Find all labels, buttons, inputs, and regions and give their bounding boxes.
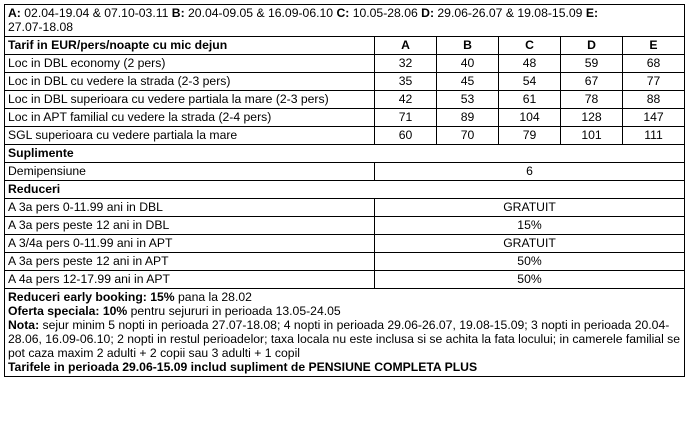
supplements-header-row	[5, 145, 685, 163]
price-cell: 40	[437, 55, 499, 73]
discounts-header-row	[5, 181, 685, 199]
price-cell: 70	[437, 127, 499, 145]
periods-row	[5, 5, 685, 37]
price-cell: 45	[437, 73, 499, 91]
room-label: Loc in DBL superioara cu vedere partiala la mare (2-3 pers)	[5, 91, 375, 109]
discount-value: 15%	[375, 217, 685, 235]
pricing-table	[4, 4, 685, 377]
table-row	[5, 91, 685, 109]
period-key-e: E:	[585, 6, 598, 20]
early-booking-note: Reduceri early booking: 15% pana la 28.02	[8, 290, 252, 304]
table-row	[5, 163, 685, 181]
notes-row	[5, 289, 685, 377]
discount-label: A 3a pers peste 12 ani in DBL	[5, 217, 375, 235]
price-cell: 79	[499, 127, 561, 145]
price-cell: 54	[499, 73, 561, 91]
period-c-dates: 10.05-28.06	[349, 6, 422, 20]
price-cell: 42	[375, 91, 437, 109]
table-row	[5, 127, 685, 145]
column-header-c: C	[499, 37, 561, 55]
discount-label: A 4a pers 12-17.99 ani in APT	[5, 271, 375, 289]
period-key-c: C:	[336, 6, 350, 20]
column-header-d: D	[561, 37, 623, 55]
price-cell: 128	[561, 109, 623, 127]
period-key-a: A:	[8, 6, 21, 20]
price-cell: 59	[561, 55, 623, 73]
special-offer-note: Oferta speciala: 10% pentru sejururi in perioada 13.05-24.05	[8, 304, 341, 318]
period-e-dates: 27.07-18.08	[8, 20, 74, 34]
price-cell: 104	[499, 109, 561, 127]
table-row	[5, 109, 685, 127]
discount-label: A 3/4a pers 0-11.99 ani in APT	[5, 235, 375, 253]
period-a-dates: 02.04-19.04 & 07.10-03.11	[20, 6, 172, 20]
table-row	[5, 235, 685, 253]
room-label: Loc in DBL cu vedere la strada (2-3 pers)	[5, 73, 375, 91]
price-cell: 111	[623, 127, 685, 145]
period-key-d: D:	[421, 6, 435, 20]
supplements-header: Suplimente	[5, 145, 685, 163]
discounts-header: Reduceri	[5, 181, 685, 199]
supplement-label: Demipensiune	[5, 163, 375, 181]
room-label: Loc in DBL economy (2 pers)	[5, 55, 375, 73]
discount-value: 50%	[375, 253, 685, 271]
table-row	[5, 73, 685, 91]
period-key-b: B:	[171, 6, 185, 20]
discount-value: 50%	[375, 271, 685, 289]
period-b-dates: 20.04-09.05 & 16.09-06.10	[184, 6, 337, 20]
table-row	[5, 253, 685, 271]
price-cell: 35	[375, 73, 437, 91]
discount-value: GRATUIT	[375, 235, 685, 253]
price-cell: 61	[499, 91, 561, 109]
pricing-sheet	[4, 4, 685, 377]
price-cell: 67	[561, 73, 623, 91]
full-board-note: Tarifele in perioada 29.06-15.09 includ supliment de PENSIUNE COMPLETA PLUS	[8, 360, 478, 374]
room-label: Loc in APT familial cu vedere la strada (2-4 pers)	[5, 109, 375, 127]
periods-cell	[5, 5, 685, 37]
room-label: SGL superioara cu vedere partiala la mare	[5, 127, 375, 145]
discount-label: A 3a pers peste 12 ani in APT	[5, 253, 375, 271]
table-row	[5, 271, 685, 289]
price-cell: 78	[561, 91, 623, 109]
price-cell: 60	[375, 127, 437, 145]
discount-label: A 3a pers 0-11.99 ani in DBL	[5, 199, 375, 217]
price-cell: 89	[437, 109, 499, 127]
column-header-a: A	[375, 37, 437, 55]
column-header-e: E	[623, 37, 685, 55]
tariff-header: Tarif in EUR/pers/noapte cu mic dejun	[5, 37, 375, 55]
price-cell: 101	[561, 127, 623, 145]
table-row	[5, 199, 685, 217]
notes-cell	[5, 289, 685, 377]
period-d-dates: 29.06-26.07 & 19.08-15.09	[434, 6, 586, 20]
price-cell: 53	[437, 91, 499, 109]
general-note: Nota: sejur minim 5 nopti in perioada 27.07-18.08; 4 nopti in perioada 29.06-26.07, 19.08-15.09; 3 nopti in perioada 20.04-28.06, 16.09-06.10; 2 nopti in restul perioadelor; taxa locala nu este inclusa si se achita la fata locului; in camerele familial se pot caza maxim 2 adulti + 2 copii sau 3 adulti + 1 copil	[8, 318, 681, 360]
price-cell: 147	[623, 109, 685, 127]
price-cell: 88	[623, 91, 685, 109]
price-cell: 68	[623, 55, 685, 73]
price-cell: 71	[375, 109, 437, 127]
supplement-value: 6	[375, 163, 685, 181]
table-row	[5, 217, 685, 235]
price-cell: 32	[375, 55, 437, 73]
column-header-b: B	[437, 37, 499, 55]
price-cell: 48	[499, 55, 561, 73]
tariff-header-row	[5, 37, 685, 55]
discount-value: GRATUIT	[375, 199, 685, 217]
price-cell: 77	[623, 73, 685, 91]
table-row	[5, 55, 685, 73]
